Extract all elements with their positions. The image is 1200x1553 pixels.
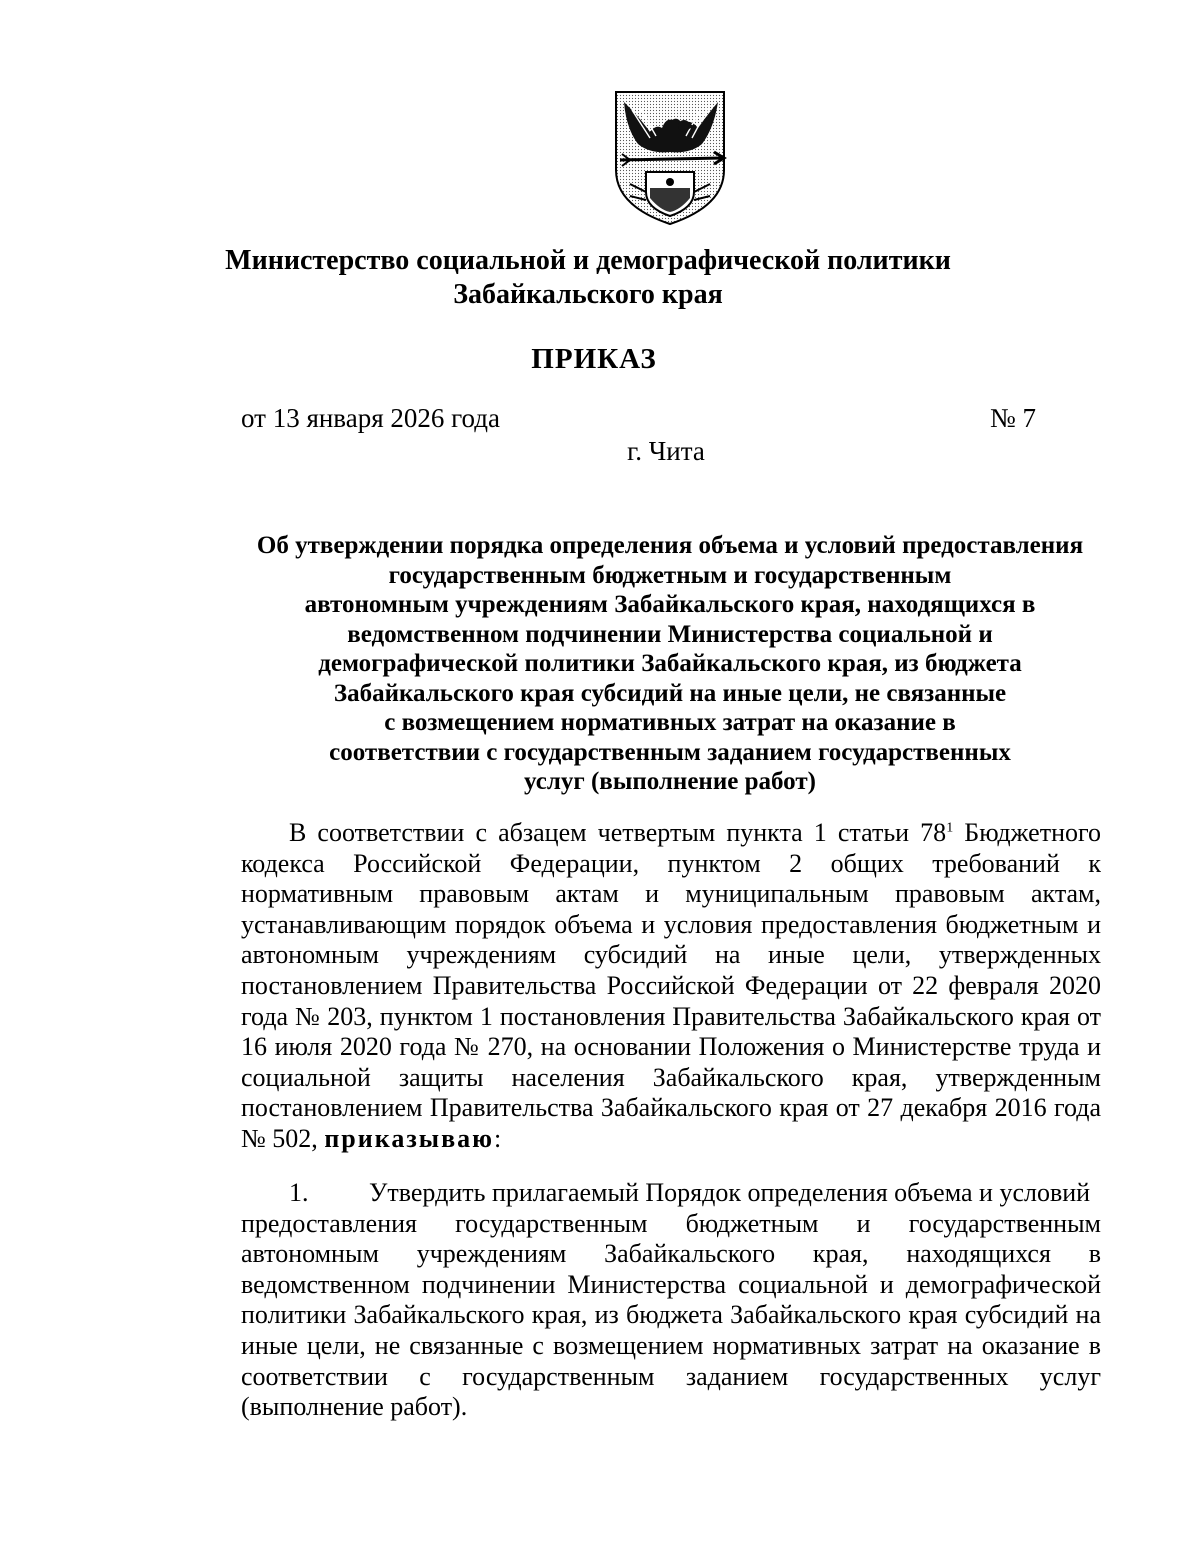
- ministry-name-line2: Забайкальского края: [453, 279, 723, 310]
- item-1-line: иные цели, не связанные с возмещением нормативных затрат на оказание в: [241, 1330, 1101, 1360]
- subject-line: Забайкальского края субсидий на иные цели, не связанные: [333, 679, 1007, 707]
- preamble-line: постановлением Правительства Забайкальского края от 27 декабря 2016 года: [241, 1093, 1101, 1123]
- item-1-paragraph: [241, 1178, 1101, 1423]
- subject-line: автономным учреждениям Забайкальского края, находящихся в: [304, 591, 1036, 618]
- item-1-line: политики Забайкальского края, из бюджета Забайкальского края субсидий на: [241, 1300, 1101, 1330]
- order-city: г. Чита: [627, 436, 705, 466]
- preamble-paragraph: [241, 818, 1101, 1155]
- preamble-line: устанавливающим порядок объема и условия предоставления бюджетным и: [241, 909, 1101, 939]
- preamble-line: социальной защиты населения Забайкальского края, утвержденным: [241, 1062, 1101, 1092]
- ministry-name-line1: Министерство социальной и демографической политики: [225, 245, 951, 276]
- item-1-last-line: (выполнение работ).: [241, 1392, 468, 1422]
- subject-line: услуг (выполнение работ): [524, 768, 816, 795]
- item-1-first-text: Утвердить прилагаемый Порядок определения объема и условий: [369, 1178, 1091, 1207]
- preamble-last-line: [241, 1124, 1101, 1155]
- zabaykalsky-krai-coat-of-arms-icon: [610, 88, 730, 228]
- item-1-line: предоставления государственным бюджетным и государственным: [241, 1208, 1101, 1238]
- order-number: № 7: [990, 403, 1037, 433]
- item-1-first-line: [241, 1178, 1101, 1209]
- preamble-line: [241, 818, 1101, 849]
- preamble-line1-text: В соответствии с абзацем четвертым пункта 1 статьи 78: [289, 818, 947, 847]
- subject-line: ведомственном подчинении Министерства социальной и: [347, 620, 993, 648]
- article-superscript: 1: [946, 820, 954, 836]
- preamble-line1-tail: Бюджетного: [953, 818, 1101, 847]
- preamble-line: нормативным правовым актам и муниципальным правовым актам,: [241, 879, 1101, 909]
- item-number: 1.: [289, 1178, 309, 1207]
- preamble-line: года № 203, пунктом 1 постановления Правительства Забайкальского края от: [241, 1001, 1101, 1031]
- colon: :: [493, 1123, 502, 1153]
- preamble-line: кодекса Российской Федерации, пунктом 2 общих требований к: [241, 848, 1101, 878]
- subject-line: соответствии с государственным заданием государственных: [329, 738, 1011, 766]
- item-1-line: автономным учреждениям Забайкальского края, находящихся в: [241, 1239, 1101, 1269]
- preamble-line: автономным учреждениям субсидий на иные цели, утвержденных: [241, 940, 1101, 970]
- subject-line: государственным бюджетным и государственным: [388, 561, 952, 589]
- subject-line: демографической политики Забайкальского края, из бюджета: [318, 650, 1022, 677]
- subject-line: с возмещением нормативных затрат на оказание в: [384, 709, 956, 736]
- order-ref: № 502,: [241, 1123, 325, 1153]
- preamble-line: постановлением Правительства Российской Федерации от 22 февраля 2020: [241, 970, 1101, 1000]
- preamble-line: 16 июля 2020 года № 270, на основании Положения о Министерстве труда и: [241, 1032, 1101, 1062]
- order-verb: приказываю: [324, 1123, 494, 1153]
- item-1-line: соответствии с государственным заданием государственных услуг: [241, 1361, 1101, 1391]
- order-title: ПРИКАЗ: [531, 343, 657, 375]
- order-date: от 13 января 2026 года: [241, 403, 500, 433]
- order-subject: [230, 531, 1110, 797]
- item-1-line: ведомственном подчинении Министерства социальной и демографической: [241, 1269, 1101, 1299]
- subject-line: Об утверждении порядка определения объема и условий предоставления: [256, 532, 1084, 559]
